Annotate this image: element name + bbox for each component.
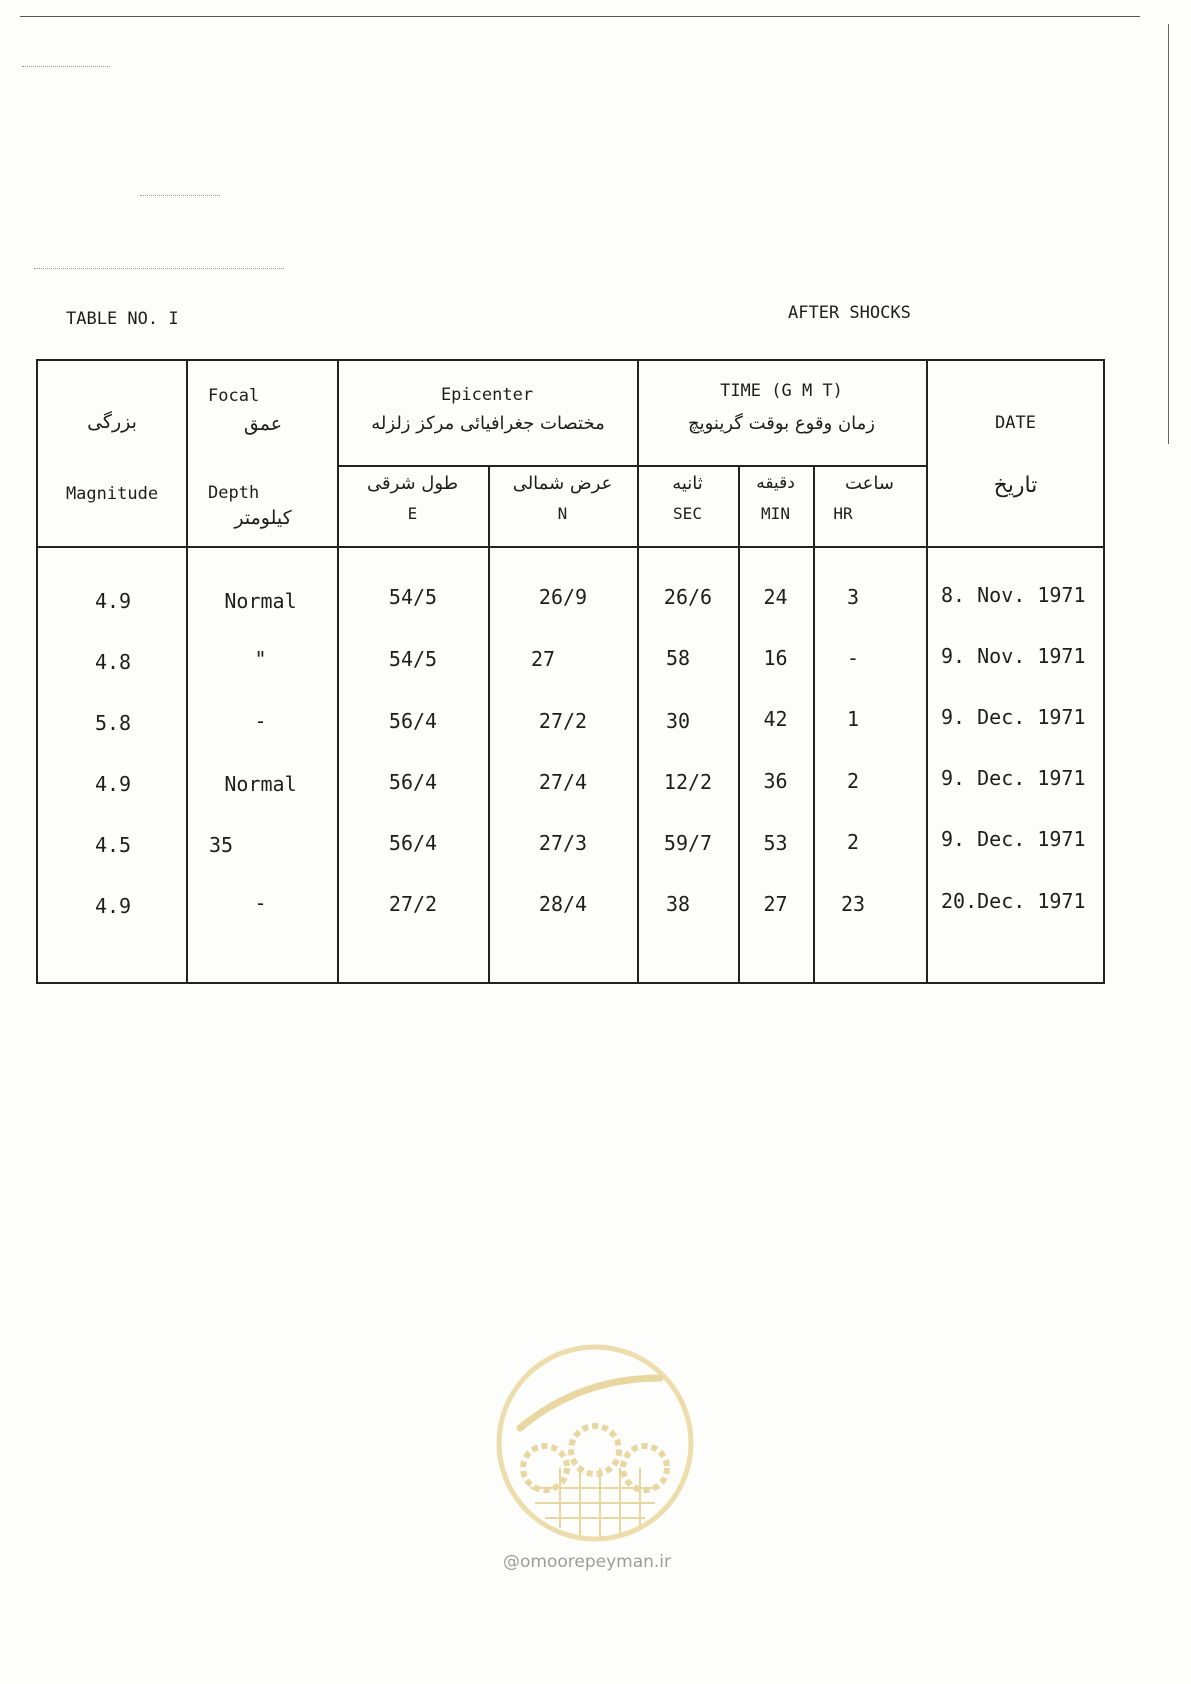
logo-swoosh	[520, 1378, 660, 1428]
hr-cell: 1	[846, 707, 860, 731]
sec-cell: 12/2	[663, 770, 713, 794]
date-header-fa: تاریخ	[993, 473, 1038, 498]
top-scan-edge	[20, 16, 1140, 17]
north-cell: 28/4	[538, 892, 588, 916]
depth-cell: -	[254, 709, 267, 733]
date-cell: 9. Dec. 1971	[941, 827, 1086, 851]
min-header-en: MIN	[761, 504, 790, 523]
min-cell: 53	[763, 831, 788, 855]
depth-header-fa: کیلومتر	[234, 507, 292, 529]
hr-cell: -	[846, 646, 860, 670]
gear-icon	[571, 1426, 619, 1474]
magnitude-cell: 4.9	[94, 772, 132, 796]
sec-cell: 58	[665, 646, 691, 670]
date-header-en: DATE	[995, 413, 1036, 433]
right-scan-edge	[1168, 24, 1169, 444]
magnitude-cell: 4.5	[94, 833, 132, 857]
north-cell: 27/3	[538, 831, 588, 855]
table-title: AFTER SHOCKS	[788, 303, 911, 323]
table-number: TABLE NO. I	[66, 309, 179, 329]
magnitude-cell: 4.9	[94, 894, 132, 918]
north-cell: 27/4	[538, 770, 588, 794]
col-divider	[186, 361, 188, 982]
magnitude-cell: 5.8	[94, 711, 132, 735]
north-header-fa: عرض شمالی	[512, 473, 613, 494]
depth-cell: 35	[208, 833, 234, 857]
east-header-en: E	[407, 504, 418, 523]
hr-header-en: HR	[833, 504, 853, 523]
date-cell: 20.Dec. 1971	[941, 889, 1086, 913]
min-cell: 42	[763, 707, 788, 731]
sec-cell: 38	[665, 892, 691, 916]
col-divider	[926, 361, 928, 982]
min-cell: 27	[763, 892, 788, 916]
magnitude-cell: 4.9	[94, 589, 132, 613]
date-cell: 9. Dec. 1971	[941, 766, 1086, 790]
focal-header-en: Focal	[208, 386, 260, 406]
north-cell: 26/9	[538, 585, 588, 609]
min-cell: 36	[763, 769, 788, 793]
omoorepeyman-logo	[490, 1338, 700, 1558]
hr-header-fa: ساعت	[845, 473, 894, 494]
magnitude-header-en: Magnitude	[65, 484, 159, 504]
hr-cell: 23	[840, 892, 866, 916]
min-header-fa: دقیقه	[756, 473, 795, 493]
magnitude-cell: 4.8	[94, 650, 132, 674]
col-divider	[637, 361, 639, 982]
min-cell: 16	[763, 646, 788, 670]
time-header-en: TIME (G M T)	[720, 381, 843, 401]
epicenter-header-en: Epicenter	[440, 385, 534, 405]
east-cell: 56/4	[388, 831, 438, 855]
east-cell: 56/4	[388, 709, 438, 733]
depth-cell: "	[254, 647, 267, 671]
header-divider	[38, 546, 1105, 548]
date-cell: 9. Nov. 1971	[941, 644, 1086, 668]
aftershocks-table	[36, 359, 1105, 984]
hr-cell: 3	[846, 585, 860, 609]
watermark-url: @omoorepeyman.ir	[503, 1552, 672, 1572]
time-header-fa: زمان وقوع بوقت گرینویچ	[688, 413, 875, 434]
sec-cell: 59/7	[663, 831, 713, 855]
col-divider	[738, 466, 740, 982]
min-cell: 24	[763, 585, 788, 609]
subheader-divider	[337, 465, 926, 467]
depth-cell: Normal	[224, 589, 297, 613]
east-header-fa: طول شرقی	[366, 473, 459, 494]
depth-cell: Normal	[224, 772, 297, 796]
east-cell: 27/2	[388, 892, 438, 916]
sec-header-en: SEC	[673, 504, 702, 523]
date-cell: 8. Nov. 1971	[941, 583, 1086, 607]
north-header-en: N	[557, 504, 568, 523]
east-cell: 54/5	[388, 585, 438, 609]
col-divider	[813, 466, 815, 982]
north-cell: 27/2	[538, 709, 588, 733]
col-divider	[337, 361, 339, 982]
depth-cell: -	[254, 891, 267, 915]
hr-cell: 2	[846, 830, 860, 854]
epicenter-header-fa: مختصات جغرافیائی مرکز زلزله	[371, 413, 605, 434]
east-cell: 54/5	[388, 647, 438, 671]
sec-header-fa: ثانیه	[672, 473, 703, 494]
magnitude-header-fa: بزرگی	[87, 411, 137, 433]
scan-smudge	[34, 268, 284, 269]
sec-cell: 26/6	[663, 585, 713, 609]
east-cell: 56/4	[388, 770, 438, 794]
north-cell: 27	[530, 647, 556, 671]
focal-header-fa: عمق	[243, 413, 283, 435]
date-cell: 9. Dec. 1971	[941, 705, 1086, 729]
scan-smudge	[22, 66, 110, 67]
scan-smudge	[140, 195, 220, 196]
col-divider	[488, 466, 490, 982]
sec-cell: 30	[665, 709, 691, 733]
gear-icon	[623, 1446, 667, 1490]
hr-cell: 2	[846, 769, 860, 793]
depth-header-en: Depth	[208, 483, 260, 503]
